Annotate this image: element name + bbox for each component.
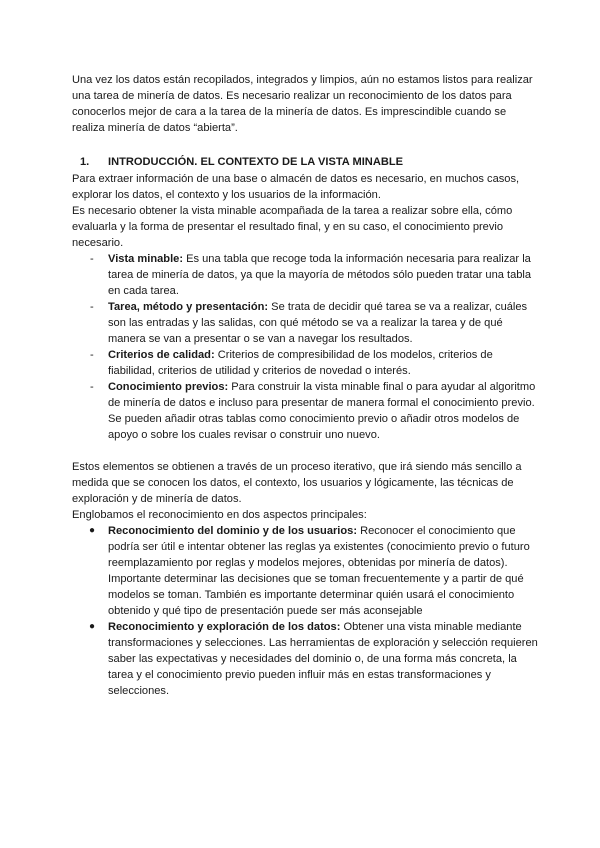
bullet-list bbox=[72, 523, 540, 699]
section-paragraph-3: Estos elementos se obtienen a través de un proceso iterativo, que irá siendo más sencillo a medida que se conocen los datos, el contexto, los usuarios y lógicamente, las técnicas de exploración y de minería de datos. bbox=[72, 461, 522, 505]
section-number: 1. bbox=[80, 156, 90, 168]
bullet-marker: ● bbox=[89, 621, 96, 632]
paragraph-gap bbox=[72, 443, 540, 459]
list-item-term: Tarea, método y presentación: bbox=[108, 301, 269, 313]
section-paragraph-2: Es necesario obtener la vista minable acompañada de la tarea a realizar sobre ella, cómo evaluarla y la forma de presentar el resultado final, y en su caso, el conocimiento previo necesario. bbox=[72, 205, 513, 249]
bullet-marker: ● bbox=[89, 525, 96, 536]
dash-marker: - bbox=[90, 301, 94, 313]
dash-marker: - bbox=[90, 349, 94, 361]
dash-list bbox=[72, 251, 540, 443]
list-item-term: Reconocimiento y exploración de los datos: bbox=[108, 621, 341, 633]
list-item bbox=[72, 523, 540, 619]
list-item-text: Reconocer el conocimiento que podría ser útil e intentar obtener las reglas ya existentes (conocimiento previo o futuro reemplazamiento por reglas y modelos mejores, obtenidas por minería de datos). Importante determinar las decisiones que se toman frecuentemente y a partir de qué modelos se toman. También es importante determinar quién usará el conocimiento obtenido y qué tipo de presentación puede ser más aconsejable bbox=[108, 525, 530, 617]
list-item-text: Se trata de decidir qué tarea se va a realizar, cuáles son las entradas y las salidas, con qué método se va a realizar la tarea y de qué manera se van a presentar o se van a navegar los resultados. bbox=[108, 301, 528, 345]
list-item-term: Reconocimiento del dominio y de los usuarios: bbox=[108, 525, 358, 537]
intro-paragraph: Una vez los datos están recopilados, integrados y limpios, aún no estamos listos para realizar una tarea de minería de datos. Es necesario realizar un reconocimiento de los datos para conocerlos mejor de cara a la tarea de la minería de datos. Es imprescindible cuando se realiza minería de datos “abierta”. bbox=[72, 74, 533, 134]
list-item-text: Es una tabla que recoge toda la información necesaria para realizar la tarea de minería de datos, ya que la mayoría de métodos sólo pueden tratar una tabla en cada tarea. bbox=[108, 253, 532, 297]
dash-marker: - bbox=[90, 381, 94, 393]
dash-marker: - bbox=[90, 253, 94, 265]
list-item bbox=[72, 347, 540, 379]
list-item bbox=[72, 251, 540, 299]
list-item-term: Criterios de calidad: bbox=[108, 349, 215, 361]
list-item-text: Para construir la vista minable final o para ayudar al algoritmo de minería de datos e incluso para presentar de manera formal el conocimiento previo. Se pueden añadir otras tablas como conocimiento previo o añadir otros modelos de apoyo o sobre los cuales revisar o construir uno nuevo. bbox=[108, 381, 536, 441]
section-paragraph-4: Englobamos el reconocimiento en dos aspectos principales: bbox=[72, 509, 367, 521]
list-item-text: Criterios de compresibilidad de los modelos, criterios de fiabilidad, criterios de utilidad y criterios de novedad o interés. bbox=[108, 349, 493, 377]
list-item-term: Conocimiento previos: bbox=[108, 381, 229, 393]
section-paragraph-1: Para extraer información de una base o almacén de datos es necesario, en muchos casos, explorar los datos, el contexto y los usuarios de la información. bbox=[72, 173, 520, 201]
list-item bbox=[72, 619, 540, 699]
section-heading bbox=[72, 154, 540, 170]
list-item bbox=[72, 299, 540, 347]
list-item-text: Obtener una vista minable mediante transformaciones y selecciones. Las herramientas de exploración y selección requieren saber las expectativas y necesidades del dominio o, de una forma más concreta, la tarea y el conocimiento previo pueden influir más en estas transformaciones y selecciones. bbox=[108, 621, 538, 697]
list-item bbox=[72, 379, 540, 443]
list-item-term: Vista minable: bbox=[108, 253, 184, 265]
section-title: INTRODUCCIÓN. EL CONTEXTO DE LA VISTA MINABLE bbox=[108, 156, 404, 168]
